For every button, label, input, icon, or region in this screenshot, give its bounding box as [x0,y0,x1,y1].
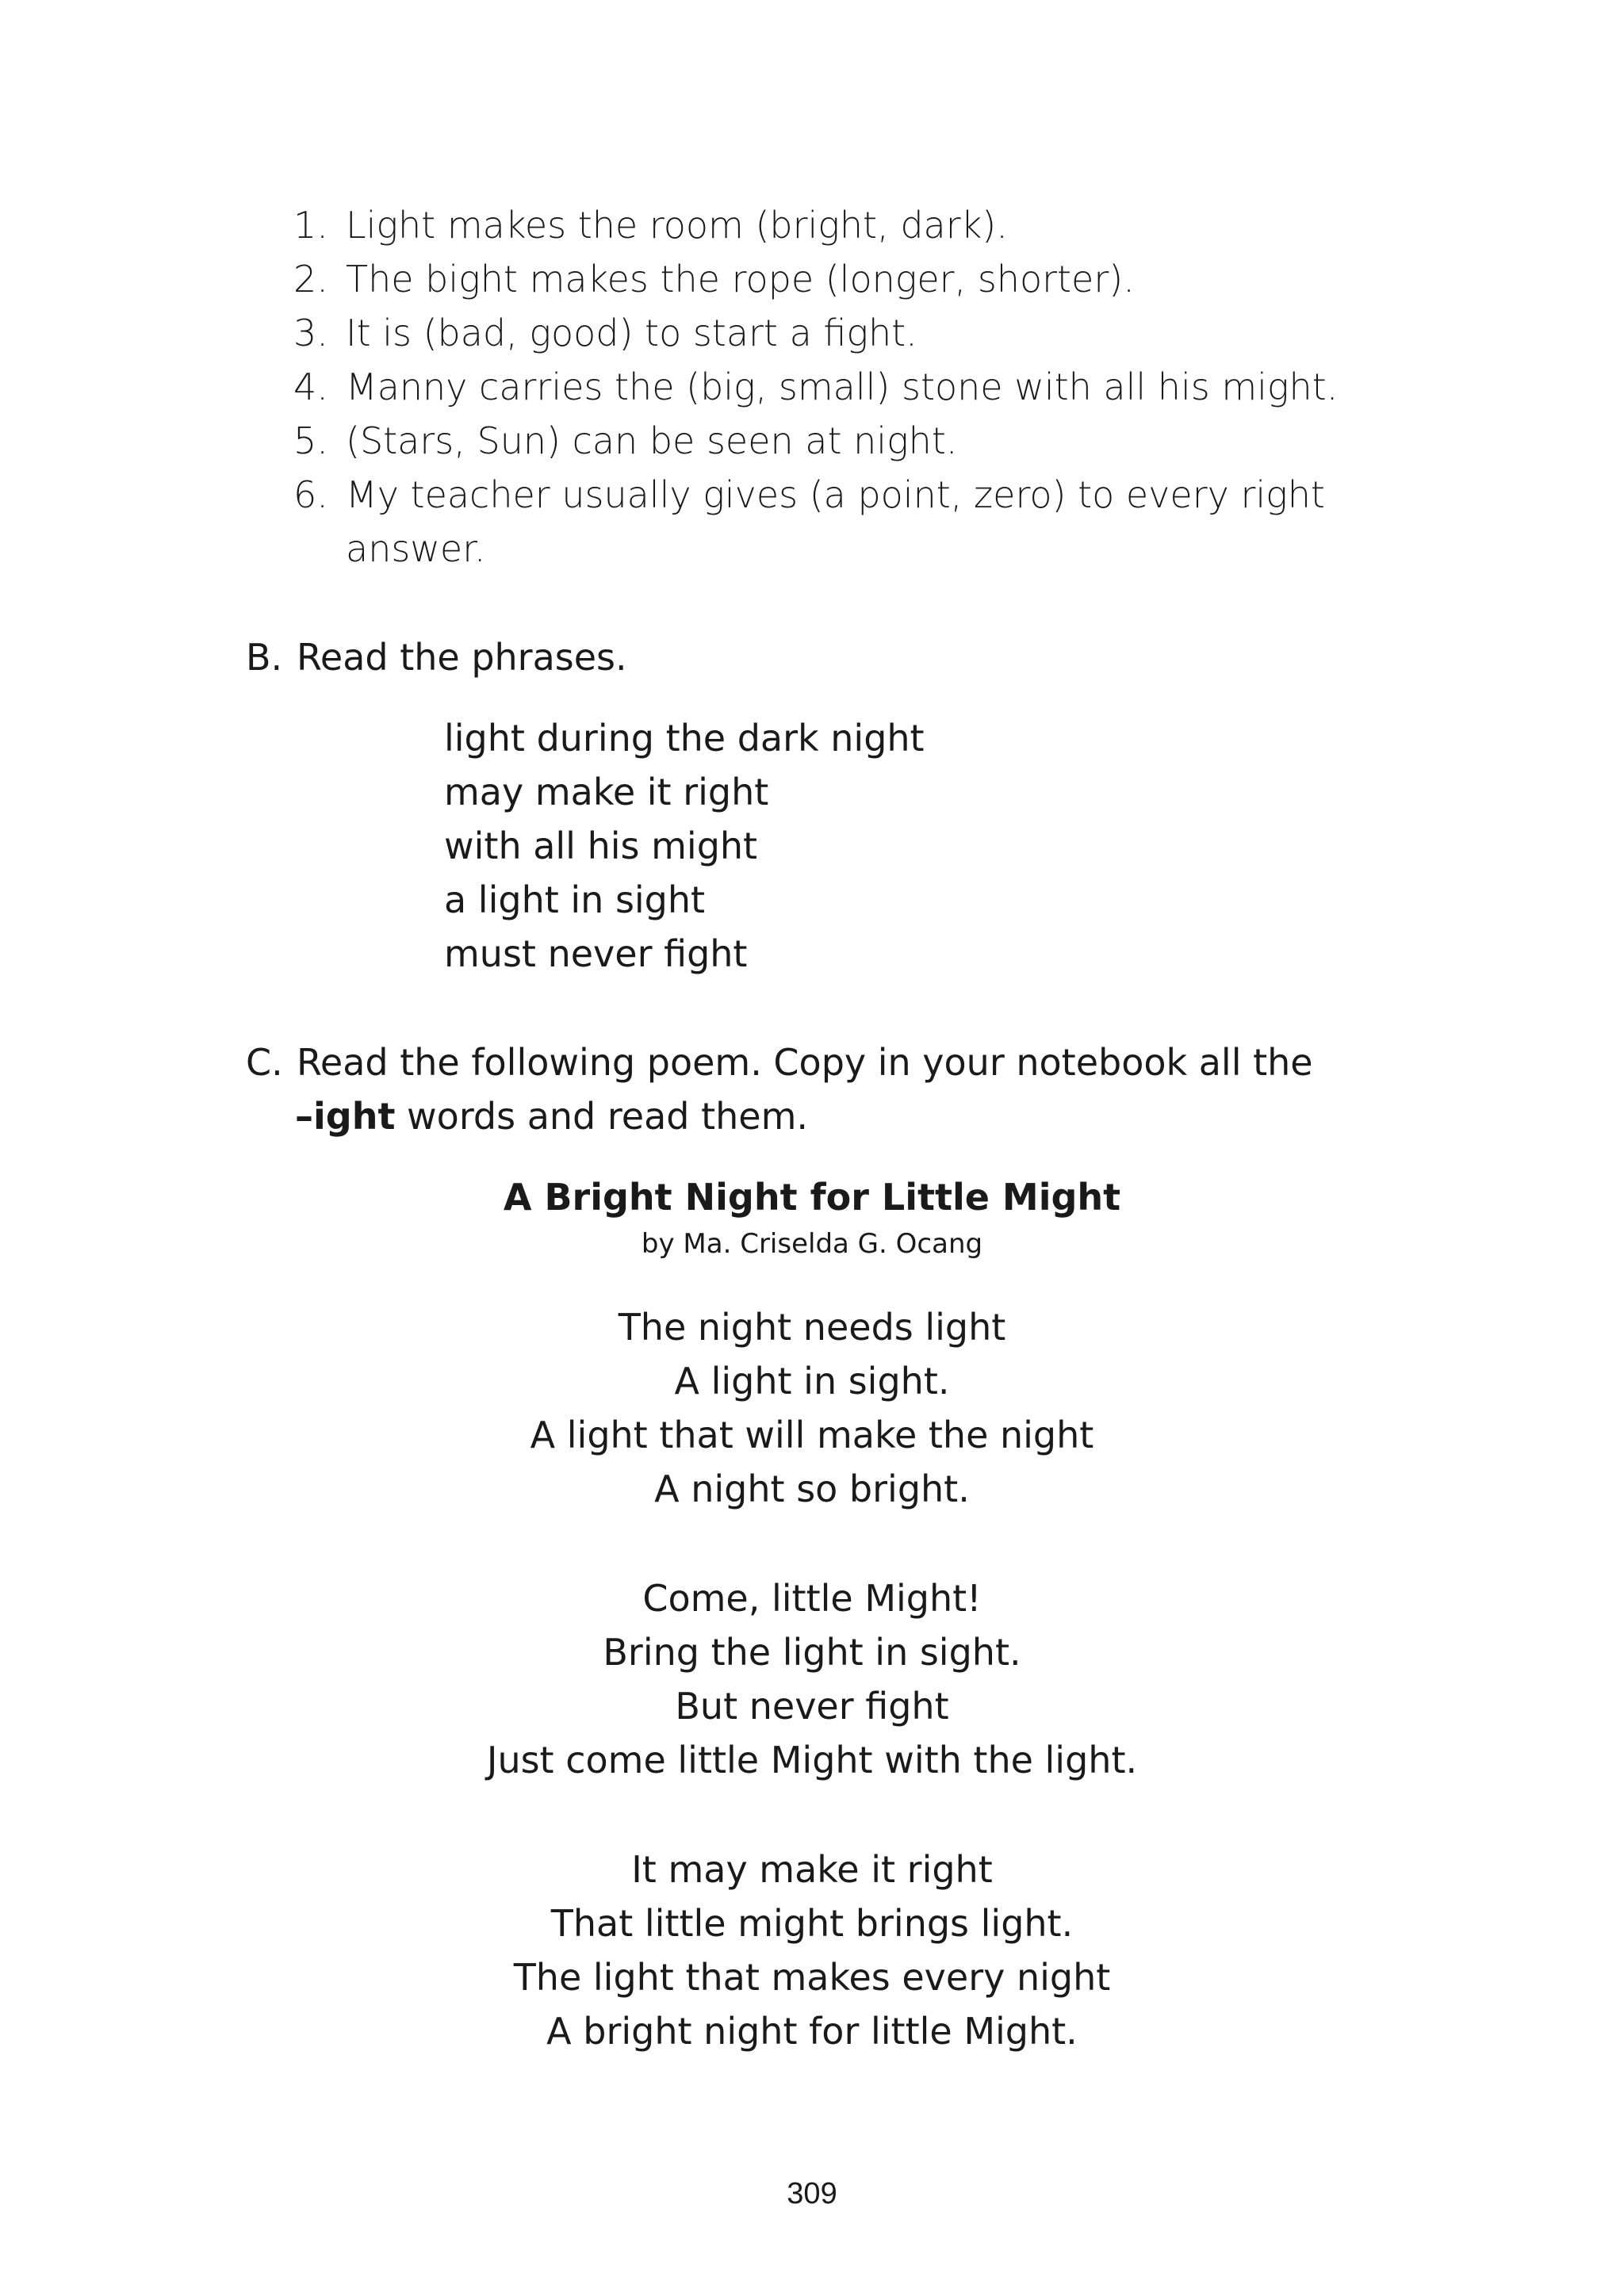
poem-line: The light that makes every night [513,1956,1111,1999]
poem-title: A Bright Night for Little Might [503,1176,1121,1219]
item-text: The bight makes the rope (longer, shorter). [346,258,1135,300]
poem-line: A bright night for little Might. [546,2010,1078,2053]
poem-line: It may make it right [631,1848,993,1891]
item-number: 5. [293,419,328,462]
item-number: 3. [293,312,328,354]
bold-suffix: –ight [295,1095,396,1138]
instruction-rest: words and read them. [395,1095,809,1138]
phrase: light during the dark night [444,717,925,760]
poem-line: A light in sight. [674,1360,950,1402]
item-text: It is (bad, good) to start a fight. [346,312,917,354]
phrase: must never fight [444,932,748,975]
poem-line: Bring the light in sight. [603,1631,1021,1674]
section-letter: C. [246,1041,283,1084]
item-number: 4. [293,365,328,408]
phrase: with all his might [444,825,758,867]
poem-line: But never fight [675,1685,949,1728]
phrase: a light in sight [444,878,706,921]
section-instruction: Read the phrases. [297,636,627,679]
poem-line: The night needs light [618,1306,1006,1349]
section-instruction: Read the following poem. Copy in your notebook all the [297,1041,1313,1084]
poem-line: Come, little Might! [642,1577,982,1620]
poem-line: A light that will make the night [530,1414,1094,1456]
item-number: 6. [293,473,328,516]
item-text: (Stars, Sun) can be seen at night. [346,419,958,462]
item-text-continued: answer. [346,527,486,570]
section-letter: B. [246,636,283,679]
item-text: Manny carries the (big, small) stone with all his might. [346,365,1339,408]
item-number: 1. [293,204,328,247]
page-number: 309 [787,2177,837,2210]
section-instruction-continued [295,1089,808,1143]
poem-author: by Ma. Criselda G. Ocang [641,1228,983,1260]
poem-line: A night so bright. [654,1468,970,1510]
phrase: may make it right [444,771,769,813]
poem-line: Just come little Might with the light. [486,1739,1138,1781]
item-text: Light makes the room (bright, dark). [346,204,1008,247]
item-text: My teacher usually gives (a point, zero) to every right [346,473,1325,516]
poem-line: That little might brings light. [550,1902,1074,1945]
item-number: 2. [293,258,328,300]
